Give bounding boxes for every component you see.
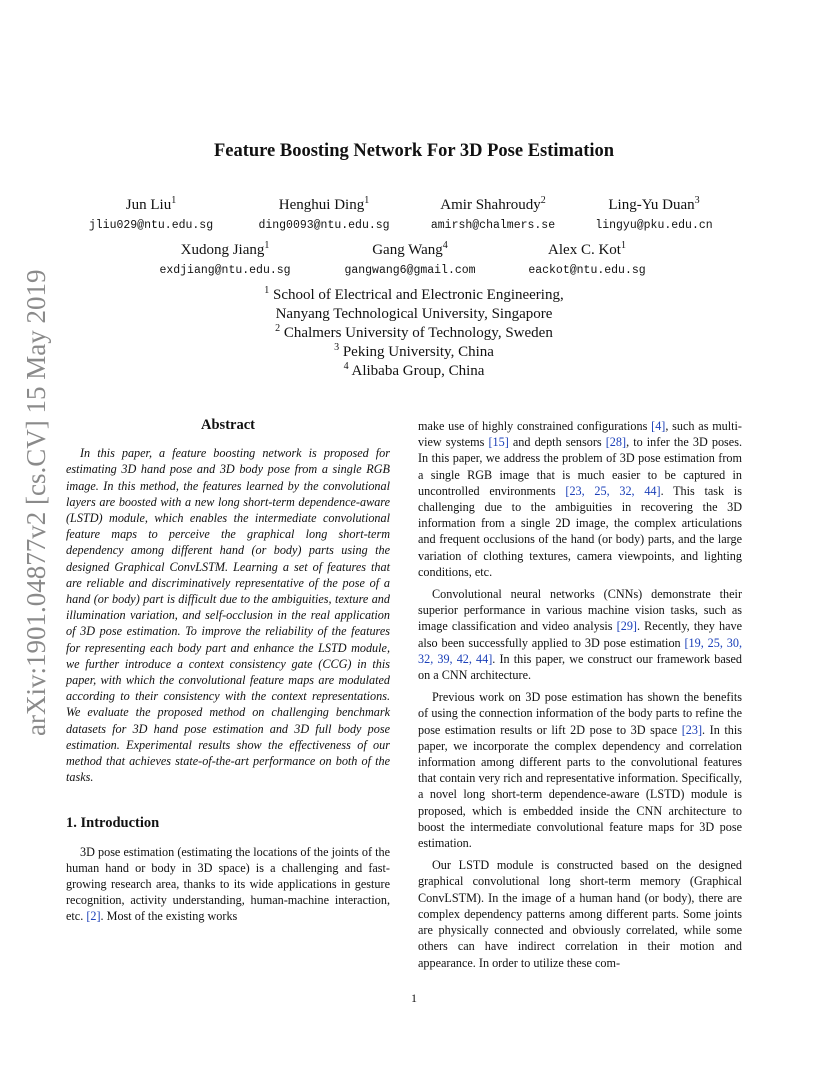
body-text: . In this paper, we incorporate the complex dependency and correlation information among different parts to the convolutional features that contain very rich and representative information. Specifically, a novel long short-term dependence-aware (LSTD) module is proposed, which is embedded inside the CNN architecture to boost the intermediate convolutional feature maps for 3D pose estimation. xyxy=(418,722,742,851)
citation-link[interactable]: [15] xyxy=(488,435,509,450)
body-text: 3D pose estimation (estimating the locations of the joints of the human hand or body in 3D space) is a challenging and fast-growing research area, thanks to its wide applications in gesture recognition, activity understanding, human-machine interaction, etc. xyxy=(66,844,390,924)
body-paragraph xyxy=(418,418,742,580)
abstract-text: In this paper, a feature boosting network is proposed for estimating 3D hand pose and 3D body pose from a single RGB image. In this method, the features learned by the convolutional layers are boosted with a new long short-term dependence-aware (LSTD) module, which enables the intermediate convolutional feature maps to perceive the graphical long short-term dependency among different hand (or body) parts using the designed Graphical ConvLSTM. Learning a set of features that are reliable and discriminatively representative of the pose of a hand (or body) part is difficult due to the ambiguities, texture and illumination variation, and self-occlusion in the real application of 3D pose estimation. To improve the reliability of the features for representing each body part and enhance the LSTD module, we further introduce a context consistency gate (CCG) in this paper, with which the convolutional feature maps are modulated according to their consistency with the context representations. We evaluate the proposed method on challenging benchmark datasets for 3D hand pose estimation and 3D full body pose estimation. Experimental results show the effectiveness of our method that achieves state-of-the-art performance on both of the tasks. xyxy=(66,446,390,785)
author-name: Ling-Yu Duan xyxy=(608,197,695,213)
affiliation-text: Peking University, China xyxy=(342,344,494,360)
abstract-heading: Abstract xyxy=(201,417,255,433)
affiliation-mark: 4 xyxy=(442,240,448,251)
left-column xyxy=(66,417,390,931)
author-email: gangwang6@gmail.com xyxy=(344,264,476,277)
author-name: Jun Liu xyxy=(125,197,172,213)
affiliation-mark: 1 xyxy=(264,240,270,251)
author-email: lingyu@pku.edu.cn xyxy=(595,219,713,232)
affiliation-line xyxy=(0,286,828,305)
author-name: Xudong Jiang xyxy=(180,242,265,258)
author-name: Amir Shahroudy xyxy=(440,197,541,213)
arxiv-identifier: arXiv:1901.04877v2 [cs.CV] 15 May 2019 xyxy=(21,269,51,736)
author-block xyxy=(320,241,500,277)
body-text: Convolutional neural networks (CNNs) demonstrate their superior performance in various machine vision tasks, such as image classification and video analysis xyxy=(418,587,742,634)
affiliations xyxy=(0,286,828,381)
author-name: Gang Wang xyxy=(372,242,443,258)
affiliation-text: Chalmers University of Technology, Sweden xyxy=(283,325,553,341)
body-text: . In this paper, we construct our framework based on a CNN architecture. xyxy=(418,651,742,683)
citation-link[interactable]: [28] xyxy=(605,435,627,450)
citation-link[interactable]: [23, 25, 32, 44] xyxy=(565,483,661,498)
author-block xyxy=(234,196,414,232)
affiliation-mark: 1 xyxy=(264,285,270,296)
author-block xyxy=(61,196,241,232)
body-text: , such as multi-view systems xyxy=(418,419,742,450)
affiliation-mark: 3 xyxy=(694,195,700,206)
affiliation-line xyxy=(0,305,828,324)
author-block xyxy=(403,196,583,232)
body-text: make use of highly constrained configurations xyxy=(418,419,652,433)
citation-link[interactable]: [4] xyxy=(651,419,666,433)
affiliation-text: School of Electrical and Electronic Engineering, xyxy=(273,287,564,303)
affiliation-line xyxy=(0,324,828,343)
affiliation-mark: 1 xyxy=(620,240,626,251)
author-email: jliu029@ntu.edu.sg xyxy=(88,219,214,232)
author-block xyxy=(135,241,315,277)
affiliation-mark: 2 xyxy=(275,323,281,334)
body-text: Previous work on 3D pose estimation has shown the benefits of using the connection information of the body parts to refine the pose estimation results or lift 2D pose to 3D space xyxy=(418,690,742,737)
affiliation-mark: 1 xyxy=(364,195,370,206)
author-block xyxy=(564,196,744,232)
author-email: eackot@ntu.edu.sg xyxy=(528,264,646,277)
body-paragraph xyxy=(418,586,742,683)
author-email: exdjiang@ntu.edu.sg xyxy=(159,264,291,277)
intro-paragraph xyxy=(66,844,390,925)
affiliation-text: Alibaba Group, China xyxy=(351,363,485,379)
author-email: ding0093@ntu.edu.sg xyxy=(258,219,390,232)
affiliation-text: Nanyang Technological University, Singapore xyxy=(275,306,553,322)
author-block xyxy=(497,241,677,277)
paper-title: Feature Boosting Network For 3D Pose Estimation xyxy=(213,141,615,161)
affiliation-mark: 1 xyxy=(171,195,177,206)
affiliation-mark: 4 xyxy=(343,361,349,372)
affiliation-line xyxy=(0,362,828,381)
author-email: amirsh@chalmers.se xyxy=(430,219,556,232)
affiliation-mark: 3 xyxy=(334,342,340,353)
body-text: . Recently, they have also been successfully applied to 3D pose estimation xyxy=(418,619,742,650)
citation-link[interactable]: [23] xyxy=(681,722,703,737)
citation-link[interactable]: [29] xyxy=(616,619,637,634)
body-text: , to infer the 3D poses. In this paper, we address the problem of 3D pose estimation from a single RGB image that is much easier to be captured in uncontrolled environments xyxy=(418,435,742,498)
body-paragraph: Our LSTD module is constructed based on the designed graphical convolutional long short-term memory (Graphical ConvLSTM). In the image of a human hand (or body), there are complex dependency patterns among different parts. Some joints are physically connected and obviously correlated, while some others can have indirect correlation in their motion and appearance. In order to utilize these com- xyxy=(418,858,742,970)
affiliation-mark: 2 xyxy=(540,195,546,206)
page-number: 1 xyxy=(411,991,417,1005)
affiliation-line xyxy=(0,343,828,362)
citation-link[interactable]: [19, 25, 30, 32, 39, 42, 44] xyxy=(418,635,742,666)
section-heading-introduction: 1. Introduction xyxy=(66,815,160,832)
right-column xyxy=(418,418,742,977)
body-paragraph xyxy=(418,689,742,851)
citation-link[interactable]: [2] xyxy=(86,909,101,924)
author-name: Henghui Ding xyxy=(278,197,365,213)
body-text: and depth sensors xyxy=(508,435,606,450)
author-name: Alex C. Kot xyxy=(548,242,621,258)
body-text: . This task is challenging due to the ambiguities in recovering the 3D information from a single 2D image, the complex articulations and frequent occlusions of the hand (or body) parts, and the large variation of clothing textures, camera viewpoints, and lighting conditions, etc. xyxy=(418,483,742,579)
body-text: . Most of the existing works xyxy=(100,909,238,924)
